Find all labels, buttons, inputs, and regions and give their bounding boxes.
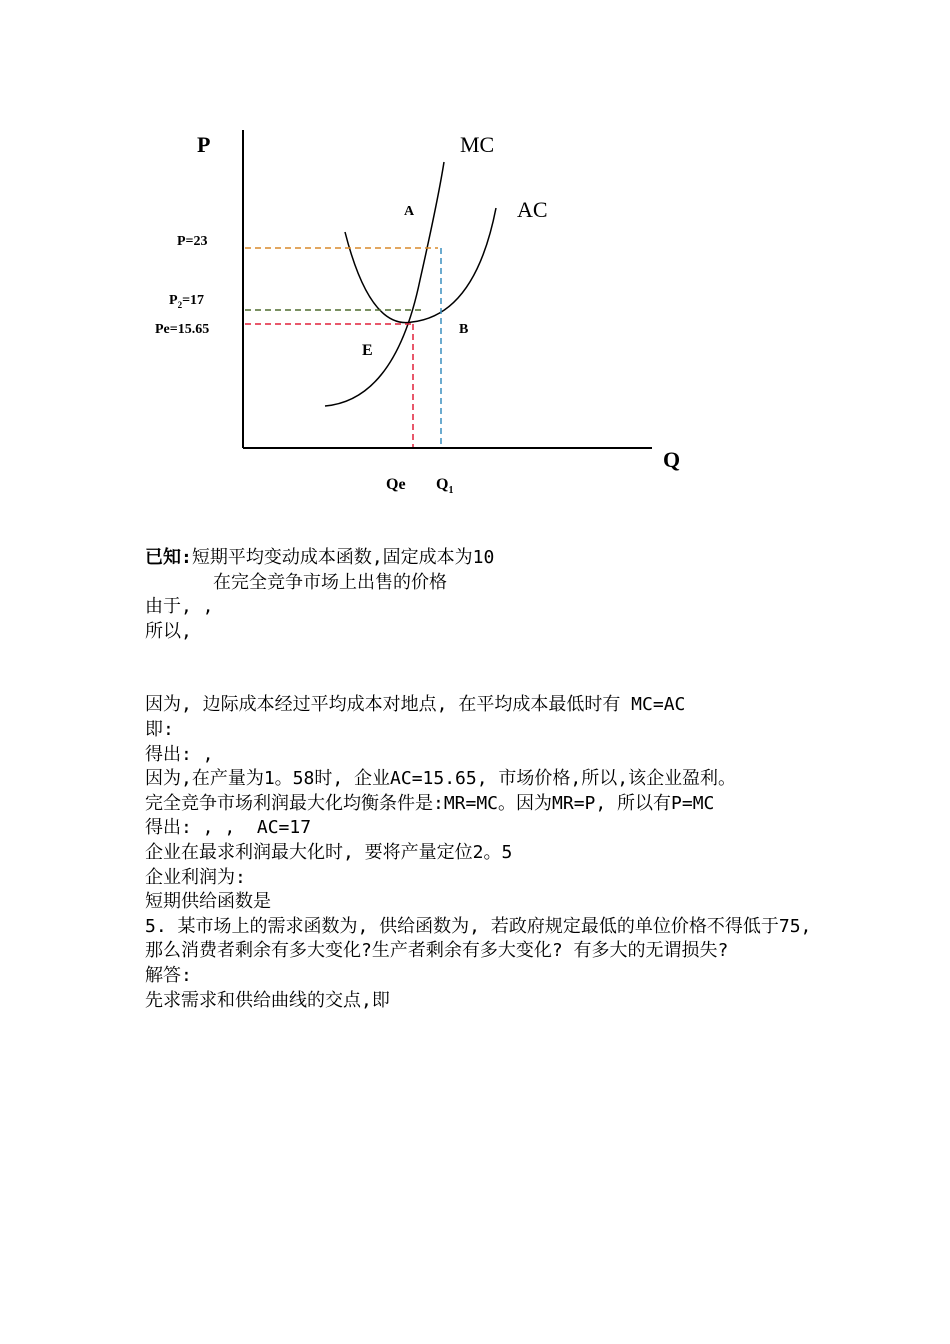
text-line: 得出: ,: [145, 743, 214, 765]
ac-label: AC: [517, 197, 548, 222]
qty-qe-label: Qe: [386, 476, 406, 493]
axis-x-label: Q: [663, 447, 681, 472]
cost-curve-figure: [0, 0, 950, 520]
point-e-label: E: [362, 342, 373, 359]
price-pe-label: Pe=15.65: [155, 322, 210, 337]
text-line: 在完全竞争市场上出售的价格: [213, 571, 447, 593]
text-line: 即:: [145, 718, 174, 740]
mc-label: MC: [460, 132, 495, 157]
text-line: 得出: , , AC=17: [145, 817, 312, 839]
text-line: 短期供给函数是: [145, 891, 271, 913]
text-line: 企业利润为:: [145, 866, 246, 888]
text-line: 解答:: [145, 964, 192, 986]
solution-text: [145, 546, 823, 1013]
text-line: 先求需求和供给曲线的交点,即: [145, 989, 390, 1011]
known-label: 已知:: [145, 547, 192, 568]
known-line: 已知:短期平均变动成本函数,固定成本为10: [145, 547, 495, 568]
spacer: [145, 644, 815, 693]
qty-q1-label: $Q_1$: [436, 476, 454, 497]
text-line: 完全竞争市场利润最大化均衡条件是:MR=MC。因为MR=P, 所以有P=MC: [145, 792, 715, 814]
ac-curve: [345, 208, 496, 323]
text-line: 因为, 边际成本经过平均成本对地点, 在平均成本最低时有 MC=AC: [145, 694, 686, 716]
text-line: 所以,: [145, 620, 192, 642]
text-line: 因为,在产量为1。58时, 企业AC=15.65, 市场价格,所以,该企业盈利。: [145, 768, 737, 790]
text-line: 由于, ,: [145, 596, 214, 618]
price-p2-label: $P_2=17$: [169, 293, 205, 310]
price-23-label: P=23: [177, 234, 208, 249]
cost-curve-diagram: [0, 0, 950, 520]
mc-curve: [325, 162, 444, 406]
axis-y-label: P: [197, 132, 211, 157]
point-a-label: A: [404, 204, 415, 219]
question-5: 5. 某市场上的需求函数为, 供给函数为, 若政府规定最低的单位价格不得低于75, 那么消费者剩余有多大变化?生产者剩余有多大变化? 有多大的无谓损失?: [145, 915, 823, 962]
point-b-label: B: [459, 322, 469, 337]
text-line: 企业在最求利润最大化时, 要将产量定位2。5: [145, 841, 513, 863]
